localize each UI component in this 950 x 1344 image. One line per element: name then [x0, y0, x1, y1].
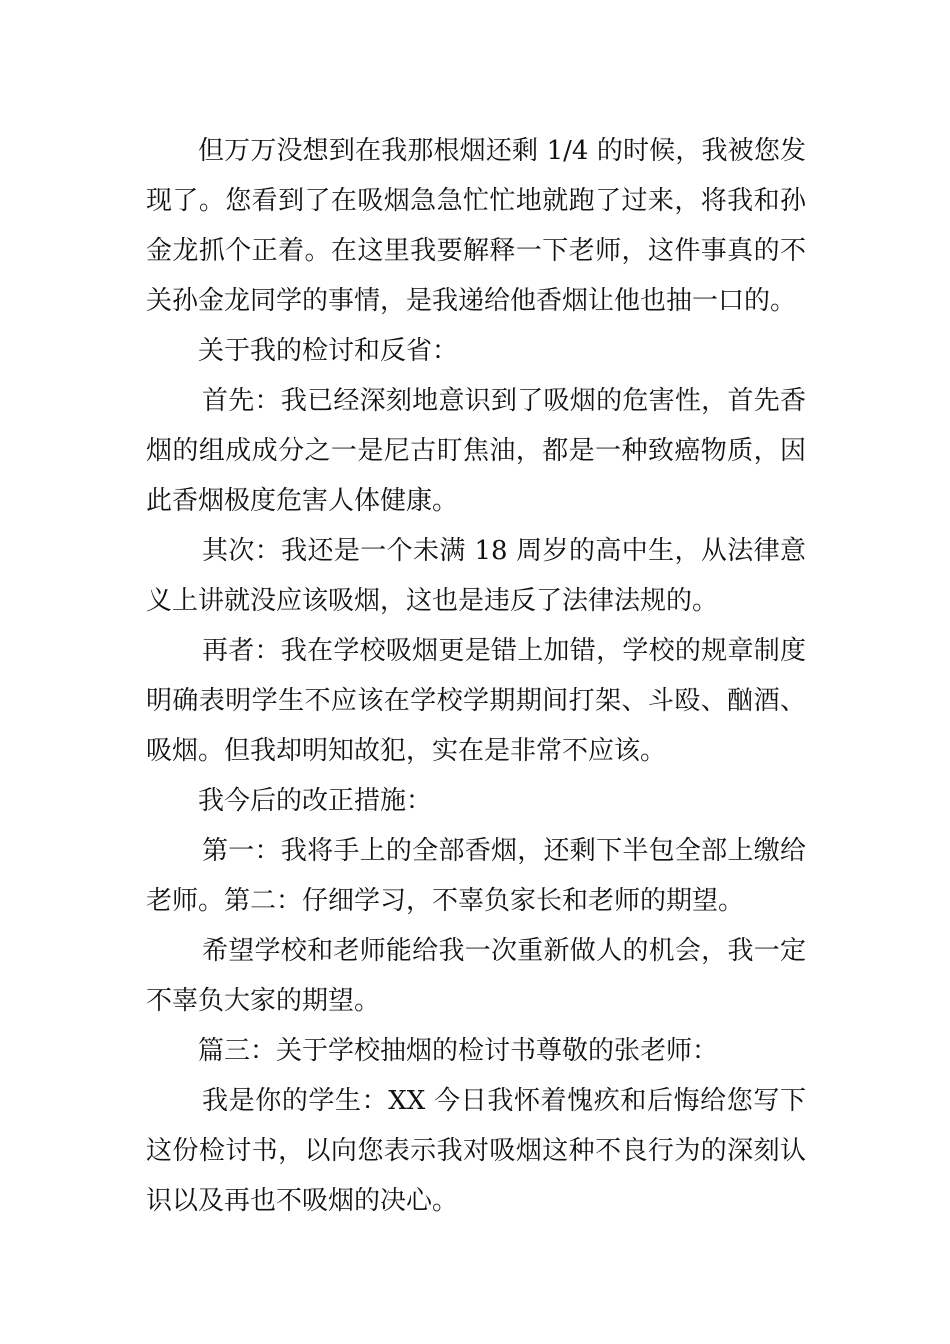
paragraph-third-point: 再者：我在学校吸烟更是错上加错，学校的规章制度明确表明学生不应该在学校学期期间打架、斗殴、酗酒、吸烟。但我却明知故犯，实在是非常不应该。 — [146, 636, 806, 766]
heading-corrective-measures: 我今后的改正措施： — [198, 786, 433, 816]
section-three-title: 篇三：关于学校抽烟的检讨书尊敬的张老师： — [198, 1036, 719, 1066]
document-body — [146, 126, 806, 1226]
paragraph-measures: 第一：我将手上的全部香烟，还剩下半包全部上缴给老师。第二：仔细学习，不辜负家长和老师的期望。 — [146, 836, 806, 916]
paragraph-first-point: 首先：我已经深刻地意识到了吸烟的危害性，首先香烟的组成成分之一是尼古盯焦油，都是一种致癌物质，因此香烟极度危害人体健康。 — [146, 386, 806, 516]
paragraph-section-three-intro: 我是你的学生：XX 今日我怀着愧疚和后悔给您写下这份检讨书，以向您表示我对吸烟这种不良行为的深刻认识以及再也不吸烟的决心。 — [146, 1086, 806, 1216]
paragraph-hope: 希望学校和老师能给我一次重新做人的机会，我一定不辜负大家的期望。 — [146, 936, 806, 1016]
heading-self-reflection: 关于我的检讨和反省： — [198, 336, 459, 366]
paragraph-second-point: 其次：我还是一个未满 18 周岁的高中生，从法律意义上讲就没应该吸烟，这也是违反了法律法规的。 — [146, 536, 806, 616]
paragraph-discovery: 但万万没想到在我那根烟还剩 1/4 的时候，我被您发现了。您看到了在吸烟急急忙忙地就跑了过来，将我和孙金龙抓个正着。在这里我要解释一下老师，这件事真的不关孙金龙同学的事情，是我递给他香烟让他也抽一口的。 — [146, 136, 806, 316]
